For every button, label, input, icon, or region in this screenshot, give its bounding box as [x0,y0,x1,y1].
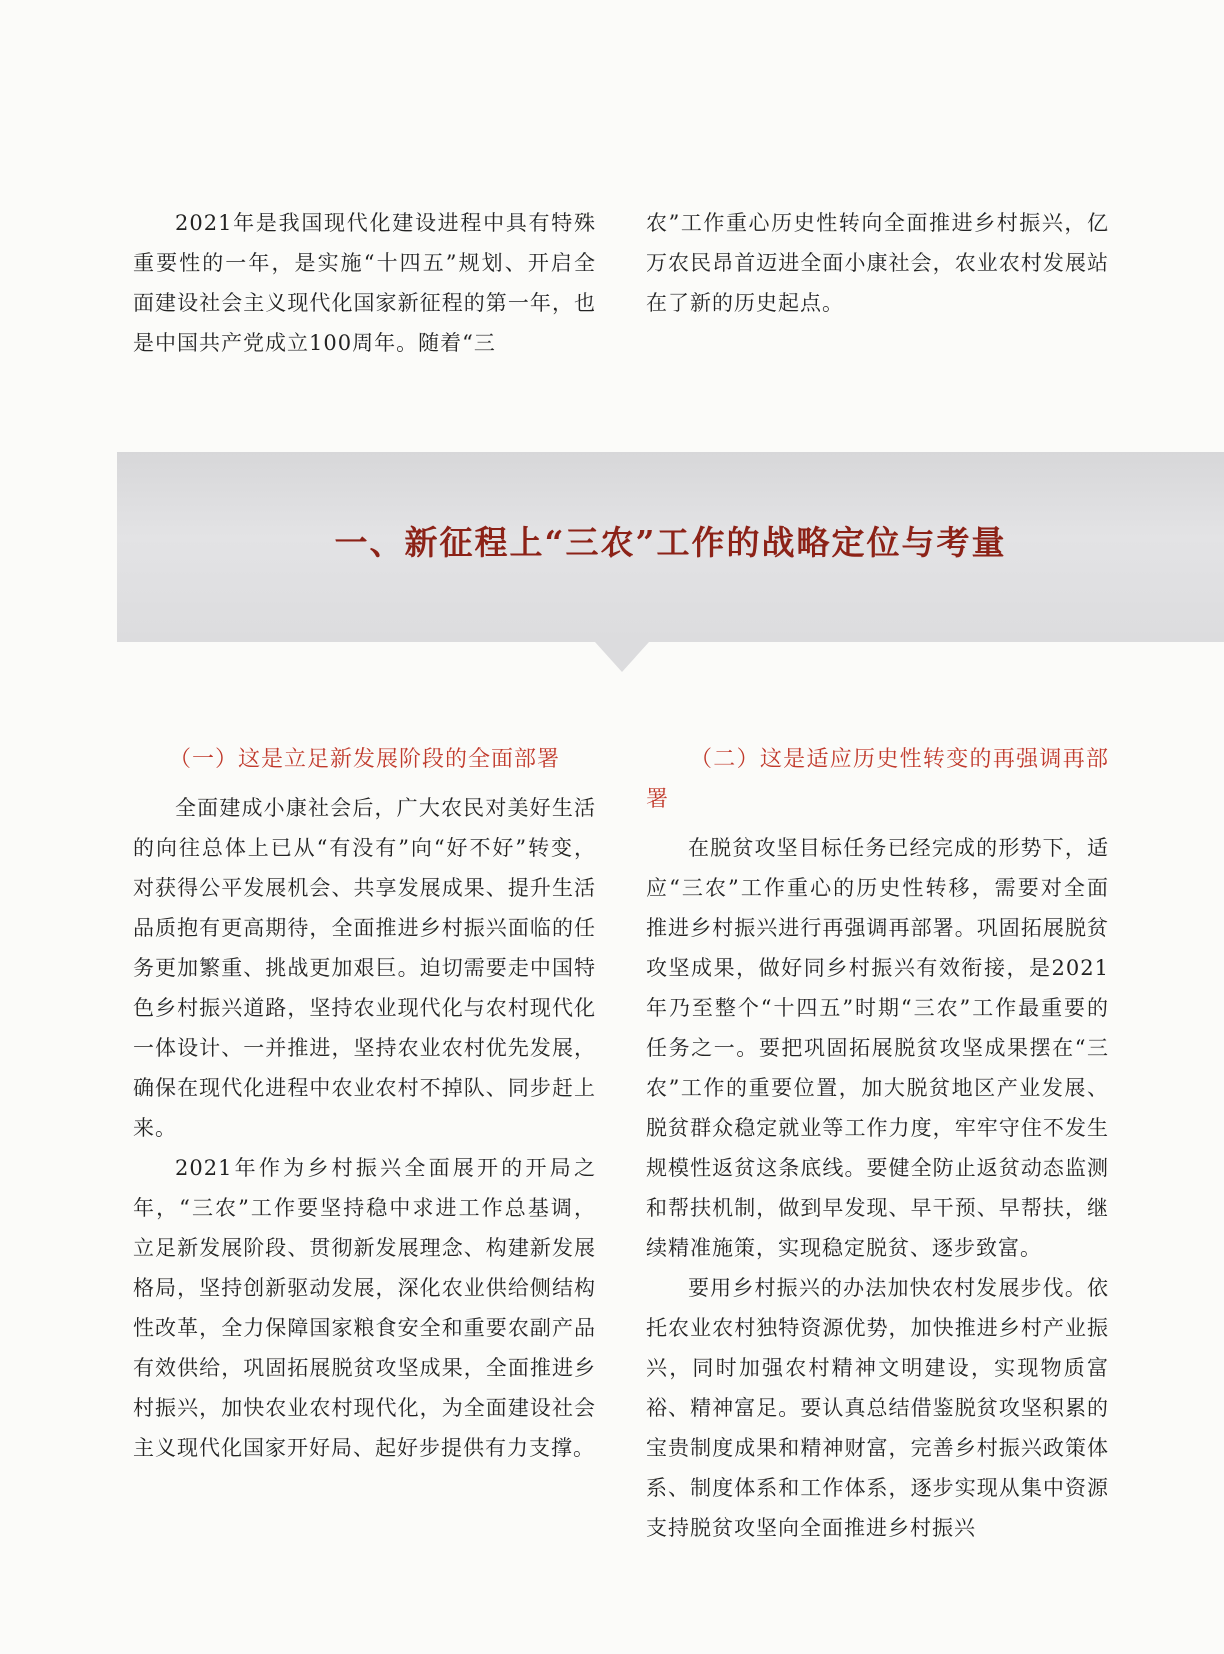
intro-column-left [133,203,596,363]
subsection-1-paragraph-2: 2021年作为乡村振兴全面展开的开局之年，“三农”工作要坚持稳中求进工作总基调，立足新发展阶段、贯彻新发展理念、构建新发展格局，坚持创新驱动发展，深化农业供给侧结构性改革，全力保障国家粮食安全和重要农副产品有效供给，巩固拓展脱贫攻坚成果，全面推进乡村振兴，加快农业农村现代化，为全面建设社会主义现代化国家开好局、起好步提供有力支撑。 [133,1156,596,1460]
subsection-2 [646,740,1109,1548]
intro-paragraph-left: 2021年是我国现代化建设进程中具有特殊重要性的一年，是实施“十四五”规划、开启全面建设社会主义现代化国家新征程的第一年，也是中国共产党成立100周年。随着“三 [133,211,596,355]
subsection-1 [133,740,596,1468]
subsection-2-paragraph-1: 在脱贫攻坚目标任务已经完成的形势下，适应“三农”工作重心的历史性转移，需要对全面推进乡村振兴进行再强调再部署。巩固拓展脱贫攻坚成果，做好同乡村振兴有效衔接，是2021年乃至整个“十四五”时期“三农”工作最重要的任务之一。要把巩固拓展脱贫攻坚成果摆在“三农”工作的重要位置，加大脱贫地区产业发展、脱贫群众稳定就业等工作力度，牢牢守住不发生规模性返贫这条底线。要健全防止返贫动态监测和帮扶机制，做到早发现、早干预、早帮扶，继续精准施策，实现稳定脱贫、逐步致富。 [646,836,1109,1260]
intro-paragraph-right: 农”工作重心历史性转向全面推进乡村振兴，亿万农民昂首迈进全面小康社会，农业农村发展站在了新的历史起点。 [646,211,1109,315]
intro-column-right [646,203,1109,323]
banner-notch [595,642,649,672]
subsection-1-heading: （一）这是立足新发展阶段的全面部署 [168,747,560,772]
subsection-1-paragraph-1: 全面建成小康社会后，广大农民对美好生活的向往总体上已从“有没有”向“好不好”转变，对获得公平发展机会、共享发展成果、提升生活品质抱有更高期待，全面推进乡村振兴面临的任务更加繁重、挑战更加艰巨。迫切需要走中国特色乡村振兴道路，坚持农业现代化与农村现代化一体设计、一并推进，坚持农业农村优先发展，确保在现代化进程中农业农村不掉队、同步赶上来。 [133,796,596,1140]
subsection-2-paragraph-2: 要用乡村振兴的办法加快农村发展步伐。依托农业农村独特资源优势，加快推进乡村产业振兴，同时加强农村精神文明建设，实现物质富裕、精神富足。要认真总结借鉴脱贫攻坚积累的宝贵制度成果和精神财富，完善乡村振兴政策体系、制度体系和工作体系，逐步实现从集中资源支持脱贫攻坚向全面推进乡村振兴 [646,1276,1109,1540]
section-heading: 一、新征程上“三农”工作的战略定位与考量 [334,523,1007,562]
subsection-2-heading: （二）这是适应历史性转变的再强调再部署 [646,747,1109,812]
